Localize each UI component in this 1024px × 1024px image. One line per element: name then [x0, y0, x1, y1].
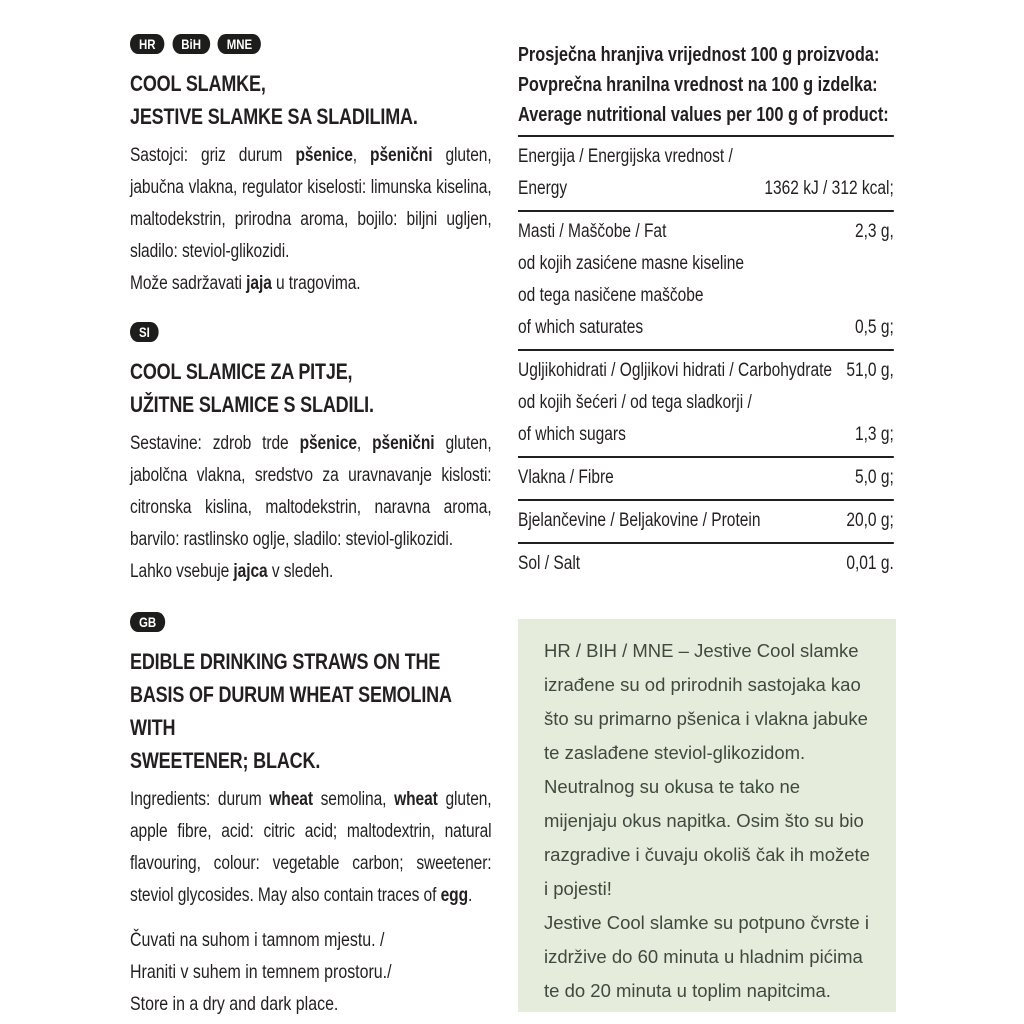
text-segment: v sledeh.	[267, 561, 334, 582]
storage-instructions	[130, 924, 492, 1020]
product-title-si	[130, 355, 492, 421]
nutrition-label: Sol / Salt	[518, 553, 581, 574]
nutrition-label: Energy	[518, 178, 568, 199]
nutrition-label: Masti / Maščobe / Fat	[518, 221, 667, 242]
nutrition-value: 0,5 g;	[854, 317, 894, 338]
nutrition-line	[518, 141, 894, 173]
text-segment: ,	[352, 145, 371, 166]
allergen-note-si	[130, 556, 492, 588]
text-segment: u tragovima.	[271, 273, 361, 294]
country-badge-gb: GB	[130, 612, 165, 632]
nutrition-value: 20,0 g;	[846, 510, 894, 531]
text-segment: gluten, jabučna vlakna, regulator kiselosti: limunska kiselina, maltodekstrin, prirodna aroma, bojilo: biljni ugljen, sladilo: steviol-glikozidi.	[130, 145, 492, 262]
nutrition-line	[518, 280, 894, 312]
nutrition-label: od kojih zasićene masne kiseline	[518, 253, 745, 274]
nutrition-value: 1362 kJ / 312 kcal;	[764, 178, 894, 199]
nutrition-table	[518, 40, 894, 585]
nutrition-line	[518, 312, 894, 344]
info-box-paragraph-1: HR / BIH / MNE – Jestive Cool slamke izrađene su od prirodnih sastojaka kao što su primarno pšenica i vlakna jabuke te zaslađene steviol-glikozidom. Neutralnog su okusa te tako ne mijenjaju okus napitka. Osim što su bio razgradive i čuvaju okoliš čak ih možete i pojesti!	[544, 640, 870, 899]
right-column	[518, 40, 894, 1012]
section-si	[130, 322, 492, 588]
text-segment: Ingredients: durum	[130, 789, 270, 810]
nutrition-label: Energija / Energijska vrednost /	[518, 146, 733, 167]
nutrition-header-hr: Prosječna hranjiva vrijednost 100 g proizvoda:	[518, 44, 880, 66]
nutrition-line	[518, 248, 894, 280]
nutrition-header-gb: Average nutritional values per 100 g of product:	[518, 104, 889, 126]
allergen-bold: wheat	[394, 789, 438, 810]
country-badge-hr: HR	[130, 34, 165, 54]
country-badge-mne: MNE	[218, 34, 261, 54]
nutrition-line	[518, 548, 894, 580]
allergen-bold: pšenični	[370, 145, 433, 166]
product-title-hr-line1: COOL SLAMKE,	[130, 71, 266, 96]
nutrition-value: 2,3 g,	[854, 221, 894, 242]
country-badge-bih: BiH	[172, 34, 210, 54]
allergen-bold: jaja	[246, 273, 272, 294]
text-segment: .	[467, 885, 473, 906]
storage-line-gb: Store in a dry and dark place.	[130, 993, 339, 1015]
nutrition-label: od kojih šećeri / od tega sladkorji /	[518, 392, 752, 413]
nutrition-value: 51,0 g,	[846, 360, 894, 381]
text-segment: semolina,	[312, 789, 395, 810]
allergen-bold: pšenice	[295, 145, 353, 166]
nutrition-label: of which sugars	[518, 424, 626, 445]
storage-line-si: Hraniti v suhem in temnem prostoru./	[130, 961, 392, 983]
nutrition-label: Ugljikohidrati / Ogljikovi hidrati / Carbohydrate	[518, 360, 833, 381]
nutrition-line	[518, 462, 894, 494]
allergen-bold: jajca	[233, 561, 268, 582]
nutrition-header-si: Povprečna hranilna vrednost na 100 g izdelka:	[518, 74, 878, 96]
text-segment: Lahko vsebuje	[130, 561, 234, 582]
nutrition-row-fibre	[518, 458, 894, 501]
text-segment: ,	[356, 433, 373, 454]
left-column	[130, 34, 492, 1020]
product-title-hr	[130, 67, 492, 133]
language-badges-hr	[130, 34, 492, 54]
text-segment: gluten, jabolčna vlakna, sredstvo za uravnavanje kislosti: citronska kislina, maltodekstrin, naravna aroma, barvilo: rastlinsko oglje, sladilo: steviol-glikozidi.	[130, 433, 492, 550]
nutrition-label: Bjelančevine / Beljakovine / Protein	[518, 510, 761, 531]
storage-line-hr: Čuvati na suhom i tamnom mjestu. /	[130, 929, 385, 951]
nutrition-line	[518, 505, 894, 537]
nutrition-value: 5,0 g;	[854, 467, 894, 488]
country-badge-si: SI	[130, 322, 159, 342]
nutrition-line	[518, 173, 894, 205]
nutrition-row-carbohydrate	[518, 351, 894, 458]
product-title-gb-line1: EDIBLE DRINKING STRAWS ON THE	[130, 649, 441, 674]
ingredients-paragraph-si	[130, 428, 492, 556]
nutrition-table-header	[518, 40, 894, 137]
nutrition-label: of which saturates	[518, 317, 644, 338]
product-title-gb-line2: BASIS OF DURUM WHEAT SEMOLINA WITH	[130, 682, 452, 740]
nutrition-label: od tega nasičene maščobe	[518, 285, 704, 306]
language-badges-si	[130, 322, 492, 342]
nutrition-line	[518, 387, 894, 419]
allergen-bold: pšenični	[372, 433, 435, 454]
allergen-note-hr	[130, 268, 492, 300]
section-gb	[130, 612, 492, 912]
text-segment: Sastojci: griz durum	[130, 145, 296, 166]
product-title-hr-line2: JESTIVE SLAMKE SA SLADILIMA.	[130, 104, 418, 129]
text-segment: gluten, apple fibre, acid: citric acid; maltodextrin, natural flavouring, colour: vegetable carbon; sweetener: steviol glycosides. May also contain traces of	[130, 789, 492, 906]
product-title-si-line1: COOL SLAMICE ZA PITJE,	[130, 359, 353, 384]
language-badges-gb	[130, 612, 492, 632]
nutrition-row-fat	[518, 212, 894, 351]
product-title-gb-line3: SWEETENER; BLACK.	[130, 748, 321, 773]
nutrition-value: 1,3 g;	[854, 424, 894, 445]
nutrition-line	[518, 419, 894, 451]
nutrition-label: Vlakna / Fibre	[518, 467, 614, 488]
product-title-si-line2: UŽITNE SLAMICE S SLADILI.	[130, 392, 374, 417]
allergen-bold: pšenice	[299, 433, 357, 454]
text-segment: Sestavine: zdrob trde	[130, 433, 300, 454]
ingredients-paragraph-gb	[130, 784, 492, 912]
product-title-gb	[130, 645, 492, 777]
nutrition-line	[518, 355, 894, 387]
allergen-bold: wheat	[269, 789, 313, 810]
nutrition-value: 0,01 g.	[846, 553, 894, 574]
info-box-paragraph-2: Jestive Cool slamke su potpuno čvrste i izdržive do 60 minuta u hladnim pićima te do 20 minuta u toplim napitcima.	[544, 912, 869, 1001]
nutrition-row-salt	[518, 544, 894, 585]
nutrition-row-protein	[518, 501, 894, 544]
text-segment: Može sadržavati	[130, 273, 247, 294]
nutrition-line	[518, 216, 894, 248]
ingredients-paragraph-hr	[130, 140, 492, 268]
section-hr-bih-mne	[130, 34, 492, 300]
product-info-box	[518, 619, 896, 1012]
nutrition-row-energy	[518, 137, 894, 212]
allergen-bold: egg	[440, 885, 468, 906]
